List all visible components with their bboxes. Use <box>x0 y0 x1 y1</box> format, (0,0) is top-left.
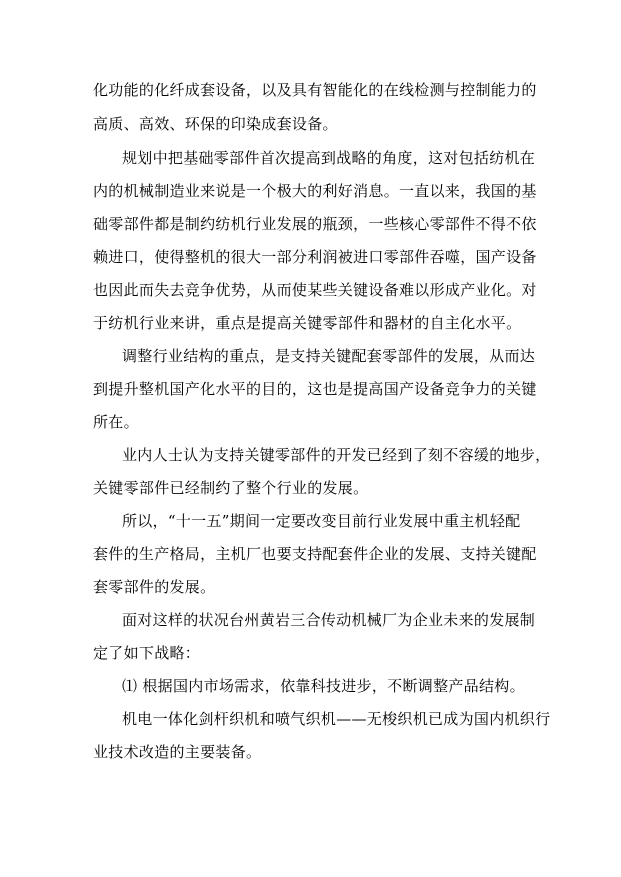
text-line: 业内人士认为支持关键零部件的开发已经到了刻不容缓的地步， <box>122 446 551 464</box>
text-line: 础零部件都是制约纺机行业发展的瓶颈，一些核心零部件不得不依 <box>93 215 537 233</box>
text-line: 也因此而失去竞争优势，从而使某些关键设备难以形成产业化。对 <box>93 281 537 299</box>
text-line: 规划中把基础零部件首次提高到战略的角度，这对包括纺机在 <box>122 149 536 167</box>
text-line: 于纺机行业来讲，重点是提高关键零部件和器材的自主化水平。 <box>93 314 522 332</box>
text-line: 调整行业结构的重点，是支持关键配套零部件的发展，从而达 <box>122 347 536 365</box>
text-line: 高质、高效、环保的印染成套设备。 <box>93 115 338 133</box>
text-line: 所以，“十一五”期间一定要改变目前行业发展中重主机轻配 <box>122 512 521 530</box>
text-line: 机电一体化剑杆织机和喷气织机——无梭织机已成为国内机织行 <box>122 710 551 728</box>
text-line: 赖进口，使得整机的很大一部分利润被进口零部件吞噬，国产设备 <box>93 248 537 266</box>
text-line: 化功能的化纤成套设备，以及具有智能化的在线检测与控制能力的 <box>93 81 537 99</box>
text-line: 套零部件的发展。 <box>93 578 216 596</box>
text-line: 内的机械制造业来说是一个极大的利好消息。一直以来，我国的基 <box>93 182 537 200</box>
text-line: ⑴ 根据国内市场需求，依靠科技进步，不断调整产品结构。 <box>122 677 525 695</box>
text-line: 定了如下战略： <box>93 644 201 662</box>
text-line: 套件的生产格局，主机厂也要支持配套件企业的发展、支持关键配 <box>93 545 537 563</box>
text-line: 关键零部件已经制约了整个行业的发展。 <box>93 479 369 497</box>
text-line: 所在。 <box>93 413 139 431</box>
text-line: 到提升整机国产化水平的目的，这也是提高国产设备竞争力的关键 <box>93 380 537 398</box>
text-line: 面对这样的状况台州黄岩三合传动机械厂为企业未来的发展制 <box>122 611 536 629</box>
text-line: 业技术改造的主要装备。 <box>93 743 262 761</box>
